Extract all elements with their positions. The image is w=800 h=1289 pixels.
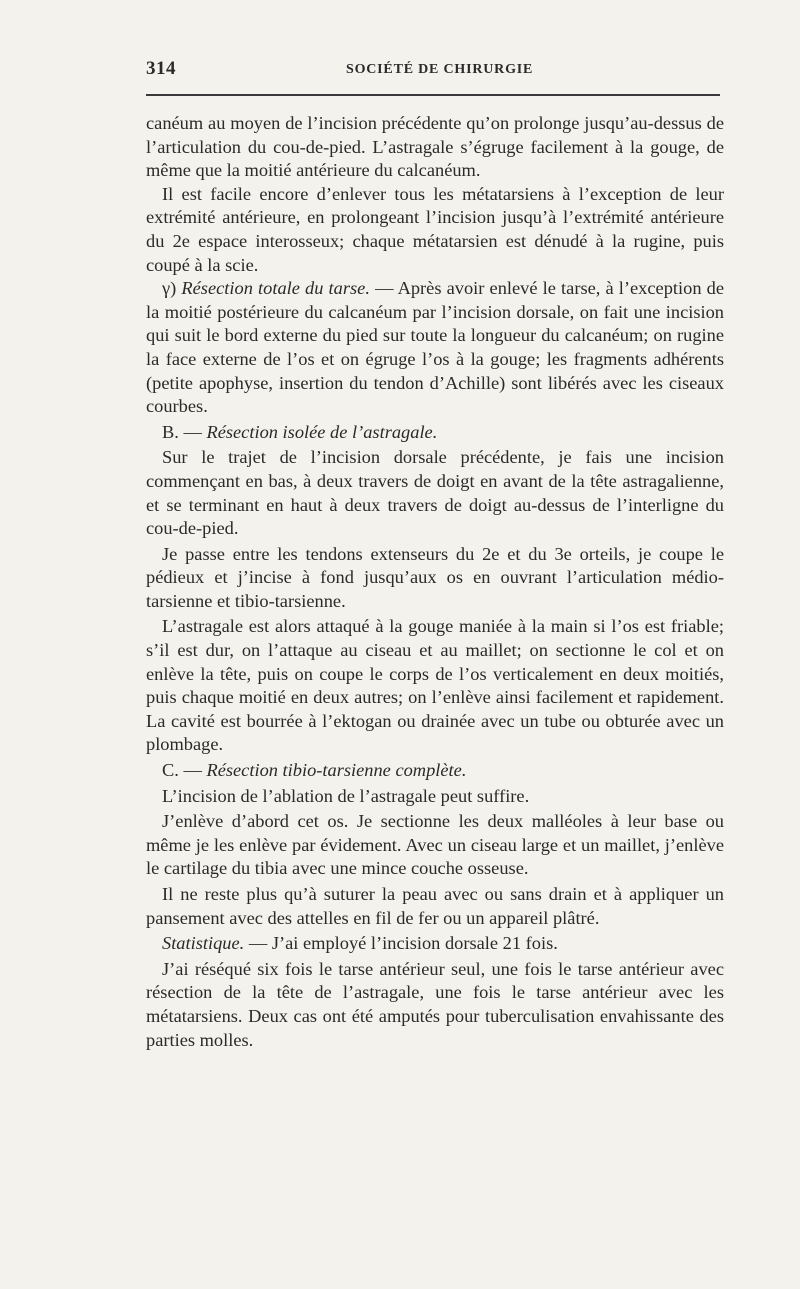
paragraph-suture	[146, 883, 724, 930]
heading-resection-astragale	[146, 421, 724, 445]
paragraph-continuation	[146, 112, 724, 183]
page-number: 314	[146, 58, 176, 79]
paragraph-incision	[146, 446, 724, 540]
paragraph-resection-totale	[146, 277, 724, 419]
paragraph-text: Sur le trajet de l’incision dorsale précédente, je fais une incision commençant en bas, à deux travers de doigt en avant de la tête astragalienne, et se terminant en haut à deux travers de doigt au-dessus de l’interligne du cou-de-pied.	[146, 447, 724, 539]
page-header	[146, 52, 718, 80]
section-lead: B. —	[162, 421, 202, 442]
paragraph-text: J’ai réséqué six fois le tarse antérieur seul, une fois le tarse antérieur avec résection de la tête de l’astragale, une fois le tarse antérieur avec les métatarsiens. Deux cas ont été amputés pour tuberculisation envahissante des parties molles.	[146, 958, 724, 1050]
section-title: Résection totale du tarse.	[181, 278, 370, 299]
header-rule	[146, 94, 720, 96]
paragraph-resultats	[146, 958, 724, 1052]
body-text	[146, 112, 724, 1052]
paragraph-text: Je passe entre les tendons extenseurs du 2e et du 3e orteils, je coupe le pédieux et j’incise à fond jusqu’aux os en ouvrant l’articulation médio-tarsienne et tibio-tarsienne.	[146, 543, 724, 611]
paragraph-astragale-gouge	[146, 615, 724, 757]
section-lead: γ)	[162, 278, 177, 299]
running-title: SOCIÉTÉ DE CHIRURGIE	[346, 62, 534, 77]
paragraph-text: — Après avoir enlevé le tarse, à l’exception de la moitié postérieure du calcanéum par l’incision dorsale, on fait une incision qui suit le bord externe du pied sur toute la longueur du calcanéum; on rugine la face externe de l’os et on égruge l’os à la gouge; les fragments adhérents (petite apophyse, insertion du tendon d’Achille) sont libérés avec les ciseaux courbes.	[146, 278, 724, 417]
paragraph-text: Il est facile encore d’enlever tous les métatarsiens à l’exception de leur extrémité antérieure, en prolongeant l’incision jusqu’à l’extrémité antérieure du 2e espace interosseux; chaque métatarsien est dénudé à la rugine, puis coupé à la scie.	[146, 183, 724, 275]
heading-resection-tibio-tarsienne	[146, 759, 724, 783]
paragraph-incision-ablation	[146, 785, 724, 809]
paragraph-tendons	[146, 543, 724, 614]
section-lead: C. —	[162, 760, 202, 781]
section-title: Résection isolée de l’astragale.	[206, 421, 438, 442]
paragraph-text: canéum au moyen de l’incision précédente qu’on prolonge jusqu’au-dessus de l’articulation du cou-de-pied. L’astragale s’égruge facilement à la gouge, de même que la moitié antérieure du calcanéum.	[146, 113, 724, 181]
paragraph-text: L’incision de l’ablation de l’astragale peut suffire.	[162, 785, 530, 806]
paragraph-statistique	[146, 932, 724, 956]
paragraph-text: Il ne reste plus qu’à suturer la peau avec ou sans drain et à appliquer un pansement avec des attelles en fil de fer ou un appareil plâtré.	[146, 884, 724, 928]
paragraph-text: L’astragale est alors attaqué à la gouge maniée à la main si l’os est friable; s’il est dur, on l’attaque au ciseau et au maillet; on sectionne le col et on enlève la tête, puis on coupe le corps de l’os verticalement en deux moitiés, puis chaque moitié en deux autres; on l’enlève ainsi facilement et rapidement. La cavité est bourrée à l’ektogan ou drainée avec un tube ou obturée avec un plombage.	[146, 616, 724, 755]
paragraph-text: — J’ai employé l’incision dorsale 21 fois.	[244, 933, 558, 954]
paragraph-malleoles	[146, 810, 724, 881]
paragraph-metatarsiens	[146, 183, 724, 277]
section-title: Résection tibio-tarsienne complète.	[206, 760, 467, 781]
section-title: Statistique.	[162, 933, 245, 954]
paragraph-text: J’enlève d’abord cet os. Je sectionne les deux malléoles à leur base ou même je les enlève par évidement. Avec un ciseau large et un maillet, j’enlève le cartilage du tibia avec une mince couche osseuse.	[146, 811, 724, 879]
